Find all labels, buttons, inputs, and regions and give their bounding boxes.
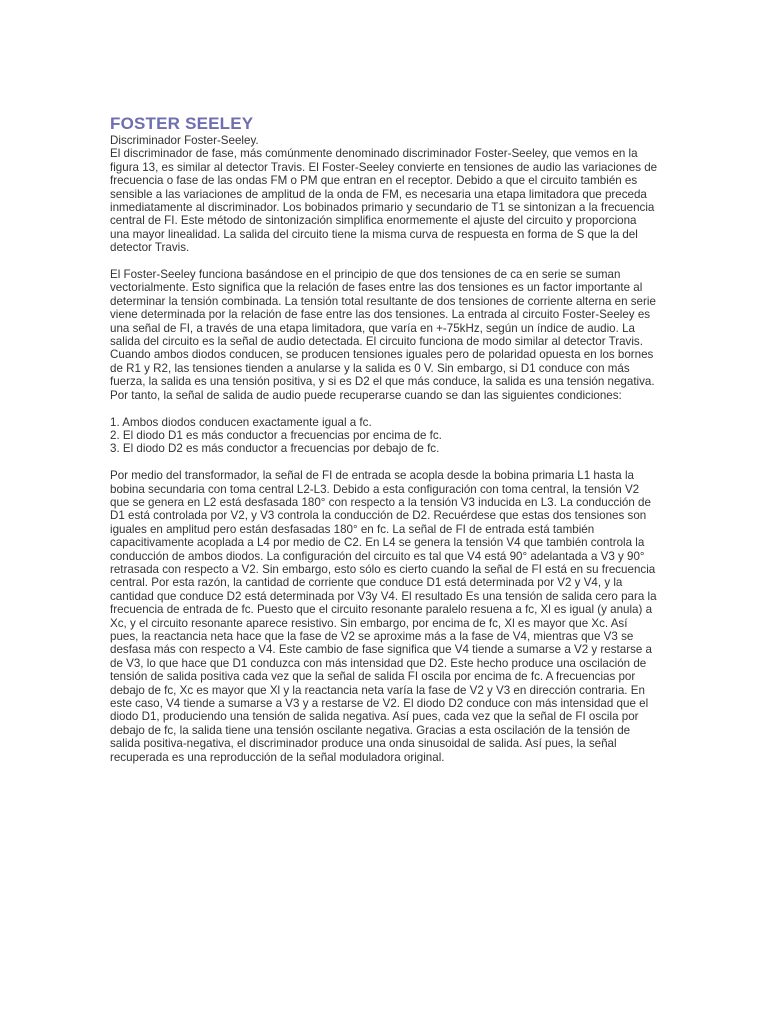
document-page: [110, 114, 658, 777]
conditions-list: [110, 416, 658, 456]
list-item: 3. El diodo D2 es más conductor a frecuencias por debajo de fc.: [110, 442, 440, 456]
operation-paragraph: Por medio del transformador, la señal de FI de entrada se acopla desde la bobina primaria L1 hasta la bobina secundaria con toma central L2-L3. Debido a esta configuración con toma central, la tensión V2 que se genera en L2 está desfasada 180° con respecto a la tensión V3 inducida en L3. La conducción de D1 está controlada por V2, y V3 controla la conducción de D2. Recuérdese que estas dos tensiones son iguales en amplitud pero están desfasadas 180° en fc. La señal de FI de entrada está también capacitivamente acoplada a L4 por medio de C2. En L4 se genera la tensión V4 que también controla la conducción de ambos diodos. La configuración del circuito es tal que V4 está 90° adelantada a V3 y 90° retrasada con respecto a V2. Sin embargo, esto sólo es cierto cuando la señal de FI está en su frecuencia central. Por esta razón, la cantidad de corriente que conduce D1 está determinada por V2 y V4, y la cantidad que conduce D2 está determinada por V3y V4. El resultado Es una tensión de salida cero para la frecuencia de entrada de fc. Puesto que el circuito resonante paralelo resuena a fc, Xl es igual (y anula) a Xc, y el circuito resonante aparece resistivo. Sin embargo, por encima de fc, Xl es mayor que Xc. Así pues, la reactancia neta hace que la fase de V2 se aproxime más a la fase de V4, mientras que V3 se desfasa más con respecto a V4. Este cambio de fase significa que V4 tiende a sumarse a V2 y restarse a de V3, lo que hace que D1 conduzca con más intensidad que D2. Este hecho produce una oscilación de tensión de salida positiva cada vez que la señal de salida FI oscila por encima de fc. A frecuencias por debajo de fc, Xc es mayor que Xl y la reactancia neta varía la fase de V2 y V3 en dirección contraria. En este caso, V4 tiende a sumarse a V3 y a restarse de V2. El diodo D2 conduce con más intensidad que el diodo D1, produciendo una tensión de salida negativa. Así pues, cada vez que la señal de FI oscila por debajo de fc, la salida tiene una tensión oscilante negativa. Gracias a esta oscilación de la tensión de salida positiva-negativa, el discriminador produce una onda sinusoidal de salida. Así pues, la señal recuperada es una reproducción de la señal moduladora original.: [110, 469, 657, 764]
list-item: 2. El diodo D1 es más conductor a frecuencias por encima de fc.: [110, 428, 442, 442]
intro-paragraph: Discriminador Foster-Seeley. El discriminador de fase, más comúnmente denominado discriminador Foster-Seeley, que vemos en la figura 13, es similar al detector Travis. El Foster-Seeley convierte en tensiones de audio las variaciones de frecuencia o fase de las ondas FM o PM que entran en el receptor. Debido a que el circuito también es sensible a las variaciones de amplitud de la onda de FM, es necesaria una etapa limitadora que preceda inmediatamente al discriminador. Los bobinados primario y secundario de T1 se sintonizan a la frecuencia central de FI. Este método de sintonización simplifica enormemente el ajuste del circuito y proporciona una mayor linealidad. La salida del circuito tiene la misma curva de respuesta en forma de S que la del detector Travis.: [110, 134, 658, 255]
list-item: 1. Ambos diodos conducen exactamente igual a fc.: [110, 415, 372, 429]
document-title: FOSTER SEELEY: [110, 114, 254, 133]
principle-paragraph: El Foster-Seeley funciona basándose en el principio de que dos tensiones de ca en serie se suman vectorialmente. Esto significa que la relación de fases entre las dos tensiones es un factor importante al determinar la tensión combinada. La tensión total resultante de dos tensiones de corriente alterna en serie viene determinada por la relación de fase entre las dos tensiones. La entrada al circuito Foster-Seeley es una señal de FI, a través de una etapa limitadora, que varía en +-75kHz, según un índice de audio. La salida del circuito es la señal de audio detectada. El circuito funciona de modo similar al detector Travis. Cuando ambos diodos conducen, se producen tensiones iguales pero de polaridad opuesta en los bornes de R1 y R2, las tensiones tienden a anularse y la salida es 0 V. Sin embargo, si D1 conduce con más fuerza, la salida es una tensión positiva, y si es D2 el que más conduce, la salida es una tensión negativa. Por tanto, la señal de salida de audio puede recuperarse cuando se dan las siguientes condiciones:: [110, 268, 656, 402]
